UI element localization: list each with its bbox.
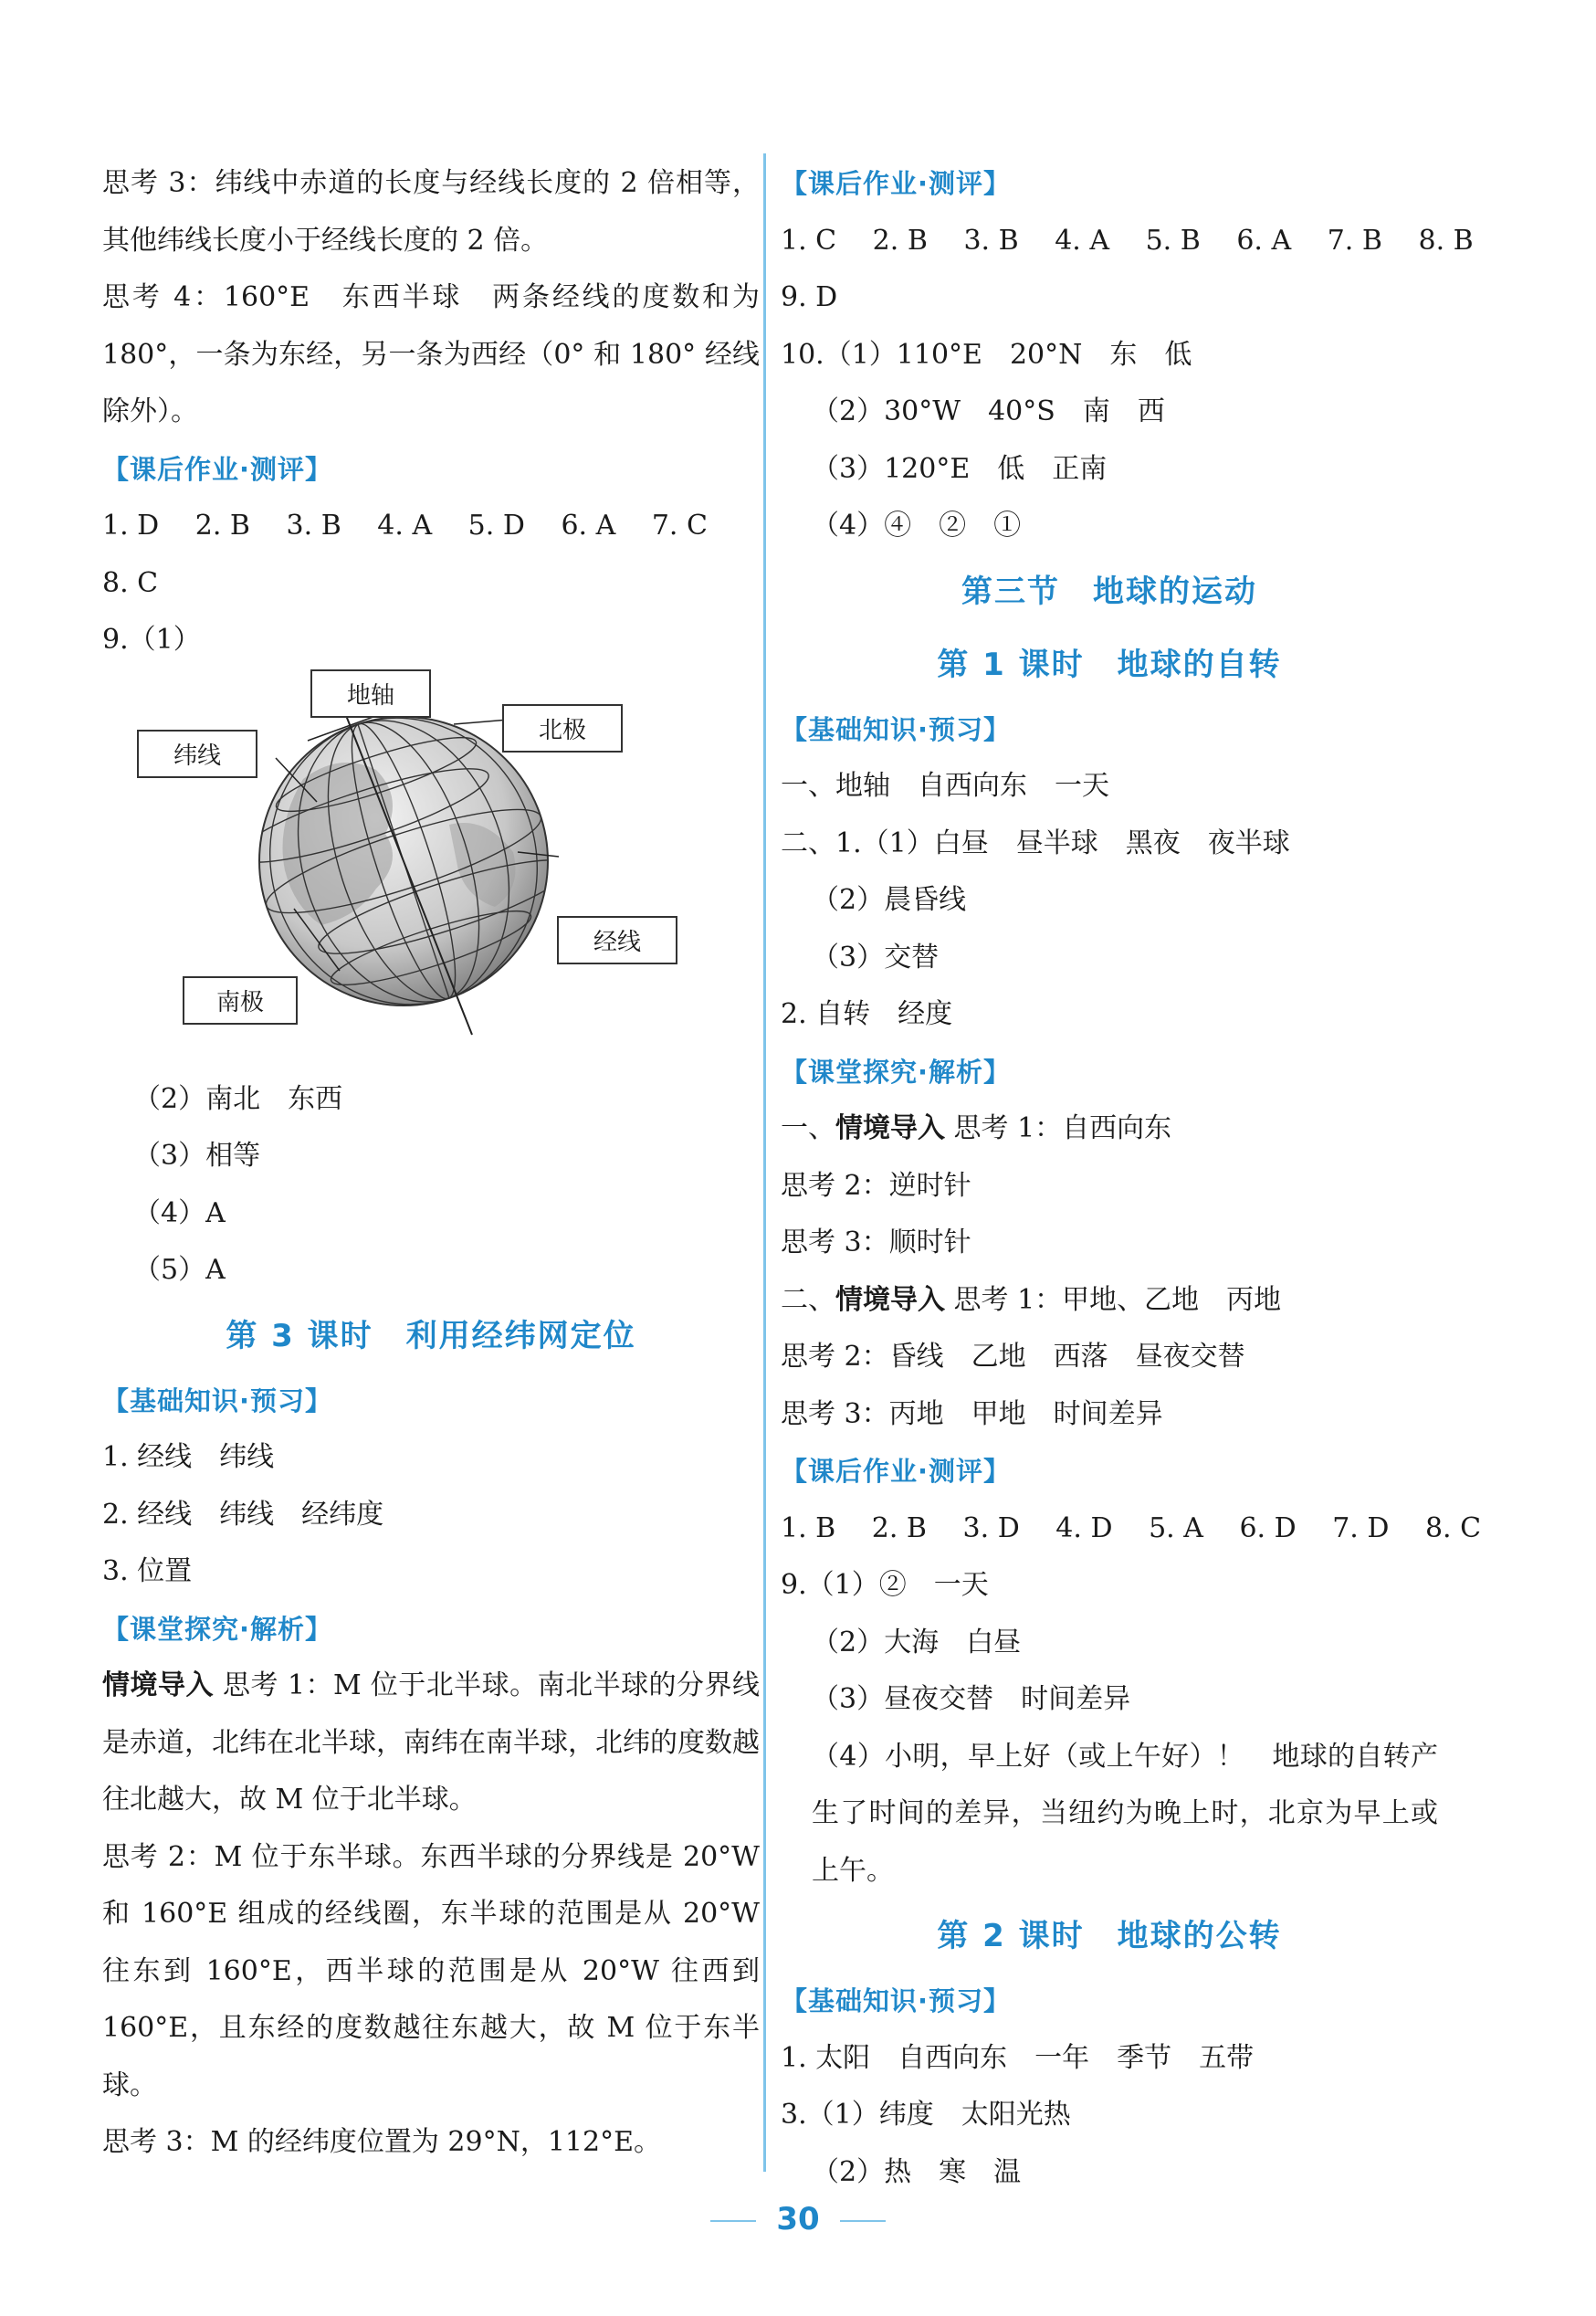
answer-item: 2. B (872, 224, 928, 257)
answer-10-2: （2）30°W 40°S 南 西 (812, 395, 1165, 427)
answer-10-1: 10.（1）110°E 20°N 东 低 (781, 338, 1192, 371)
section-title: 第三节 地球的运动 (961, 573, 1257, 610)
explore-tag: 【课堂探究·解析】 (781, 1056, 1012, 1088)
answer-item: 8. C (1424, 1511, 1482, 1544)
explore-think3: 思考 3：M 的经纬度位置为 29°N，112°E。 (102, 2126, 661, 2158)
answer-item: 5. A (1149, 1511, 1203, 1544)
explore-line-4 (781, 1272, 1438, 1330)
explore-prefix: 二、 (781, 1283, 835, 1316)
answer-item: 7. B (1327, 224, 1382, 257)
basic-1: 1. 经线 纬线 (102, 1441, 275, 1473)
answer-item: 4. D (1055, 1511, 1113, 1544)
explore-line-3: 思考 3：顺时针 (781, 1226, 971, 1258)
answer-10-4: （4）④ ② ① (812, 510, 1022, 542)
answer-item: 3. B (286, 510, 341, 542)
lesson2-title: 第 2 课时 地球的公转 (937, 1918, 1282, 1954)
answer-item: 1. C (781, 224, 837, 257)
basic-line-2-2: （2）晨昏线 (812, 884, 967, 916)
label-longitude: 经线 (557, 916, 677, 964)
answer-item: 3. B (963, 224, 1019, 257)
basic-tag: 【基础知识·预习】 (781, 713, 1012, 745)
review-3-2: （2）热 寒 温 (812, 2155, 1022, 2188)
answer-item: 6. D (1239, 1511, 1297, 1544)
sub-answer-5: （5）A (133, 1254, 226, 1286)
answer-item: 4. A (1055, 224, 1110, 257)
basic-line-2-3: （3）交替 (812, 941, 940, 974)
answer-item: 3. D (962, 1511, 1020, 1544)
label-latitude: 纬线 (137, 730, 257, 778)
page-number-dash (840, 2220, 886, 2222)
answer-9: 9. D (781, 281, 838, 313)
label-axis: 地轴 (310, 669, 431, 718)
answer-item: 6. A (561, 510, 616, 542)
page-number-text: 30 (776, 2201, 820, 2237)
hw9-1: 9.（1）② 一天 (781, 1569, 989, 1601)
answer-item: 1. D (102, 510, 160, 542)
explore-text: 思考 1：自西向东 (945, 1112, 1172, 1144)
answer-item: 6. A (1236, 224, 1292, 257)
explore-text: 思考 1：甲地、乙地 丙地 (945, 1283, 1282, 1316)
basic-line-3: 2. 自转 经度 (781, 998, 953, 1030)
page-number-dash (710, 2220, 756, 2222)
explore-line-6: 思考 3：丙地 甲地 时间差异 (781, 1397, 1163, 1430)
sub-answer-3: （3）相等 (133, 1140, 261, 1172)
explore-prefix: 一、 (781, 1112, 835, 1144)
scene-label: 情境导入 (835, 1112, 945, 1144)
basic-tag-2: 【基础知识·预习】 (781, 1985, 1012, 2016)
explore-think1-text: 思考 1：M 位于北半球。南北半球的分界线是赤道，北纬在北半球，南纬在南半球，北纬的度数越往北越大，故 M 位于北半球。 (102, 1669, 760, 1816)
hw9-4: （4）小明，早上好（或上午好）！ 地球的自转产生了时间的差异，当纽约为晚上时，北京为早上或上午。 (812, 1740, 1438, 1887)
left-column (102, 155, 760, 2172)
scene-label: 情境导入 (835, 1283, 945, 1316)
explore-think2: 思考 2：M 位于东半球。东西半球的分界线是 20°W 和 160°E 组成的经线圈，东半球的范围是从 20°W 往东到 160°E，西半球的范围是从 20°W 往西到 160°E，且东经的度数越往东越大，故 M 位于东半球。 (102, 1840, 760, 2101)
answer-item: 2. B (194, 510, 250, 542)
answer-9: 9.（1） (102, 624, 201, 656)
homework-tag-2: 【课后作业·测评】 (781, 1456, 1012, 1487)
page-number (0, 2201, 1596, 2237)
review-3-1: 3.（1）纬度 太阳光热 (781, 2099, 1071, 2131)
explore-tag: 【课堂探究·解析】 (102, 1613, 333, 1645)
answer-item: 4. A (377, 510, 433, 542)
sub-answer-2: （2）南北 东西 (133, 1082, 343, 1115)
label-north-pole: 北极 (502, 704, 623, 753)
answer-item: 2. B (871, 1511, 927, 1544)
homework-tag: 【课后作业·测评】 (102, 453, 333, 485)
lesson1-title: 第 1 课时 地球的自转 (937, 646, 1282, 683)
answer-item: 5. D (467, 510, 525, 542)
think3-text: 思考 3：纬线中赤道的长度与经线长度的 2 倍相等，其他纬线长度小于经线长度的 2 倍。 (102, 167, 760, 257)
explore-line-5: 思考 2：昏线 乙地 西落 昼夜交替 (781, 1341, 1245, 1373)
basic-3: 3. 位置 (102, 1555, 193, 1587)
answers-row (102, 498, 760, 555)
answers-row-2 (781, 1500, 1482, 1558)
review-1: 1. 太阳 自西向东 一年 季节 五带 (781, 2041, 1255, 2074)
answer-item: 7. D (1332, 1511, 1390, 1544)
hw9-2: （2）大海 白昼 (812, 1626, 1022, 1658)
globe-figure (102, 669, 760, 1071)
answer-item: 8. B (1418, 224, 1474, 257)
answers-row (781, 213, 1474, 270)
right-column (781, 155, 1482, 2201)
answer-8: 8. C (102, 566, 159, 599)
answer-10-3: （3）120°E 低 正南 (812, 452, 1108, 485)
column-divider (763, 153, 766, 2172)
basic-line-1: 一、地轴 自西向东 一天 (781, 770, 1109, 802)
explore-line-1 (781, 1100, 1438, 1158)
label-south-pole: 南极 (183, 976, 298, 1025)
answer-item: 5. B (1145, 224, 1201, 257)
scene-label: 情境导入 (102, 1669, 214, 1701)
explore-think1 (102, 1658, 760, 1829)
basic-tag: 【基础知识·预习】 (102, 1384, 333, 1416)
hw9-3: （3）昼夜交替 时间差异 (812, 1683, 1131, 1715)
sub-answer-4: （4）A (133, 1196, 226, 1229)
basic-2: 2. 经线 纬线 经纬度 (102, 1498, 384, 1531)
explore-line-2: 思考 2：逆时针 (781, 1169, 971, 1202)
lesson3-title: 第 3 课时 利用经纬网定位 (226, 1317, 636, 1354)
basic-line-2: 二、1.（1）白昼 昼半球 黑夜 夜半球 (781, 826, 1290, 859)
homework-tag: 【课后作业·测评】 (781, 168, 1012, 199)
answer-item: 1. B (781, 1511, 836, 1544)
think4-text: 思考 4：160°E 东西半球 两条经线的度数和为 180°，一条为东经，另一条为西经（0° 和 180° 经线除外）。 (102, 281, 760, 427)
answer-item: 7. C (651, 510, 708, 542)
